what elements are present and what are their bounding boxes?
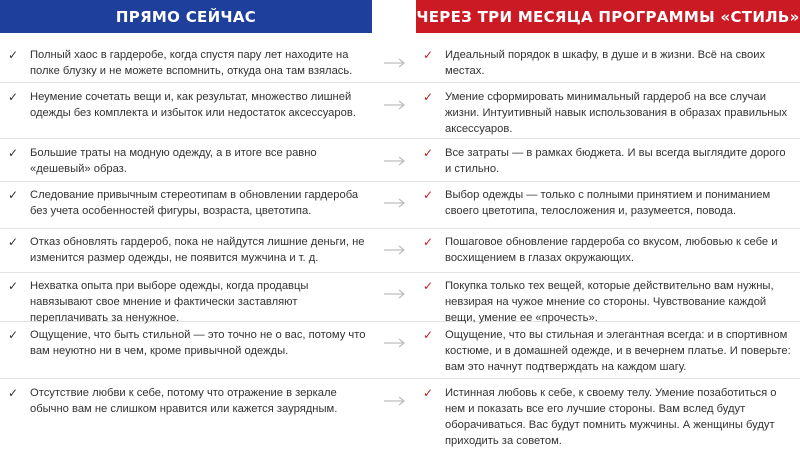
program-result-text: Выбор одежды — только с полными принятием и пониманием своего цветотипа, телосложения и, разумеется, повода.: [445, 189, 771, 217]
current-problem-item: [8, 89, 368, 121]
program-result-item: [423, 187, 793, 219]
comparison-row: [0, 41, 800, 83]
checkmark-icon: ✓: [8, 386, 19, 400]
program-result-text: Все затраты — в рамках бюджета. И вы всегда выглядите дорого и стильно.: [445, 147, 786, 175]
checkmark-icon: ✓: [423, 235, 434, 249]
program-result-item: [423, 89, 793, 137]
arrow-right-icon: [384, 245, 406, 255]
comparison-row: [0, 322, 800, 379]
current-problem-text: Большие траты на модную одежду, а в итоге все равно «дешевый» образ.: [30, 147, 317, 175]
program-result-text: Пошаговое обновление гардероба со вкусом, любовью к себе и восхищением в глазах окружающих.: [445, 236, 778, 264]
current-problem-item: [8, 187, 368, 219]
comparison-row: [0, 182, 800, 229]
arrow-right-icon: [384, 198, 406, 208]
program-result-item: [423, 145, 793, 177]
current-problem-item: [8, 327, 368, 359]
current-problem-item: [8, 385, 368, 417]
program-result-text: Истинная любовь к себе, к своему телу. Умение позаботиться о нем и показать все его лучшие стороны. Вам вслед будут оборачиваться. Вас будут помнить мужчины. А женщины будут приходить за советом.: [445, 387, 777, 447]
current-problem-item: [8, 47, 368, 79]
checkmark-icon: ✓: [8, 146, 19, 160]
current-problem-text: Ощущение, что быть стильной — это точно не о вас, потому что вам неуютно ни в чем, кроме привычной одежды.: [30, 329, 366, 357]
arrow-right-icon: [384, 338, 406, 348]
program-result-text: Ощущение, что вы стильная и элегантная всегда: и в спортивном костюме, и в домашней одежде, и в вечернем платье. И поверьте: вам это начнут подтверждать на каждом шагу.: [445, 329, 791, 373]
current-problem-text: Полный хаос в гардеробе, когда спустя пару лет находите на полке блузку и не можете вспомнить, откуда она там взялась.: [30, 49, 353, 77]
comparison-row: [0, 139, 800, 182]
arrow-right-icon: [384, 156, 406, 166]
comparison-row: [0, 273, 800, 322]
header-now: [0, 0, 372, 33]
checkmark-icon: ✓: [8, 48, 19, 62]
current-problem-text: Следование привычным стереотипам в обновлении гардероба без учета особенностей фигуры, возраста, цветотипа.: [30, 189, 359, 217]
comparison-row: [0, 229, 800, 273]
program-result-item: [423, 385, 793, 449]
checkmark-icon: ✓: [423, 188, 434, 202]
current-problem-item: [8, 145, 368, 177]
comparison-row: [0, 379, 800, 450]
current-problem-text: Отказ обновлять гардероб, пока не найдутся лишние деньги, не изменится размер одежды, не появится мужчина и т. д.: [30, 236, 365, 264]
arrow-right-icon: [384, 289, 406, 299]
header-now-title: ПРЯМО СЕЙЧАС: [115, 7, 257, 26]
checkmark-icon: ✓: [423, 279, 434, 293]
arrow-right-icon: [384, 396, 406, 406]
checkmark-icon: ✓: [8, 188, 19, 202]
current-problem-item: [8, 278, 368, 326]
program-result-item: [423, 278, 793, 326]
checkmark-icon: ✓: [423, 48, 434, 62]
program-result-text: Идеальный порядок в шкафу, в душе и в жизни. Всё на своих местах.: [445, 49, 766, 77]
checkmark-icon: ✓: [8, 279, 19, 293]
current-problem-text: Нехватка опыта при выборе одежды, когда продавцы навязывают свое мнение и фактически заставляют переплачивать за ненужное.: [30, 280, 309, 324]
program-result-text: Умение сформировать минимальный гардероб на все случаи жизни. Интуитивный навык использования в образах правильных аксессуаров.: [445, 91, 788, 135]
program-result-item: [423, 47, 793, 79]
header-after-program: [416, 0, 800, 33]
current-problem-text: Отсутствие любви к себе, потому что отражение в зеркале обычно вам не слишком нравится или кажется заурядным.: [30, 387, 338, 415]
checkmark-icon: ✓: [8, 90, 19, 104]
arrow-right-icon: [384, 58, 406, 68]
checkmark-icon: ✓: [423, 386, 434, 400]
checkmark-icon: ✓: [8, 235, 19, 249]
checkmark-icon: ✓: [423, 90, 434, 104]
program-result-item: [423, 234, 793, 266]
current-problem-item: [8, 234, 368, 266]
comparison-row: [0, 83, 800, 139]
current-problem-text: Неумение сочетать вещи и, как результат, множество лишней одежды без комплекта и избыток или недостаток аксессуаров.: [30, 91, 356, 119]
program-result-text: Покупка только тех вещей, которые действительно вам нужны, невзирая на чужое мнение со стороны. Чувствование каждой вещи, умение ее «прочесть».: [445, 280, 774, 324]
header-after-title: ЧЕРЕЗ ТРИ МЕСЯЦА ПРОГРАММЫ «СТИЛЬ»: [416, 7, 800, 26]
comparison-list: [0, 33, 800, 450]
checkmark-icon: ✓: [423, 146, 434, 160]
program-result-item: [423, 327, 793, 375]
checkmark-icon: ✓: [8, 328, 19, 342]
checkmark-icon: ✓: [423, 328, 434, 342]
arrow-right-icon: [384, 100, 406, 110]
